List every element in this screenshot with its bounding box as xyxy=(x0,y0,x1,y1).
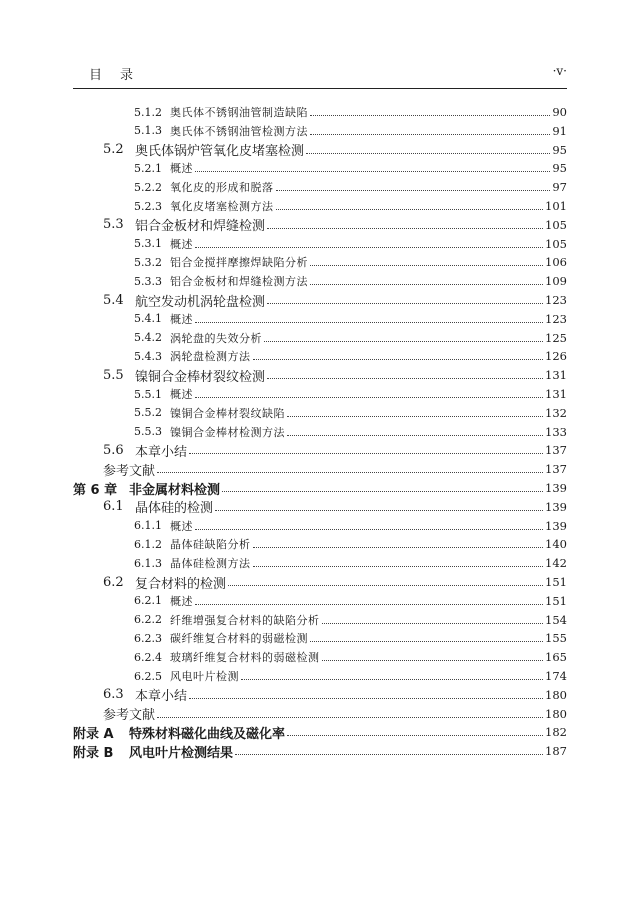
toc-entry-page: 125 xyxy=(545,330,567,345)
toc-entry[interactable] xyxy=(134,122,567,140)
dot-leader xyxy=(195,396,543,398)
toc-entry-page: 139 xyxy=(545,518,567,533)
toc-entry-title: 航空发动机涡轮盘检测 xyxy=(135,294,266,310)
toc-entry-number: 6.2.2 xyxy=(134,613,162,627)
toc-entry[interactable] xyxy=(103,460,567,478)
dot-leader xyxy=(264,340,543,342)
toc-entry-number: 6.2.1 xyxy=(134,594,162,608)
dot-leader xyxy=(253,565,544,567)
toc-entry[interactable] xyxy=(134,329,567,347)
toc-entry-page: 151 xyxy=(545,575,567,589)
toc-entry[interactable] xyxy=(134,310,567,328)
toc-entry-title: 铝合金板材和焊缝检测 xyxy=(135,219,266,235)
toc-entry-page: 174 xyxy=(545,669,567,683)
toc-entry-title: 复合材料的检测 xyxy=(135,576,227,592)
toc-entry-page: 137 xyxy=(545,462,567,477)
toc-entry-number: 5.4.3 xyxy=(134,349,162,363)
toc-entry-page: 97 xyxy=(552,180,567,195)
toc-entry[interactable] xyxy=(134,648,567,666)
dot-leader xyxy=(253,358,544,360)
toc-entry-title: 概述 xyxy=(170,388,193,401)
toc-entry[interactable] xyxy=(134,103,567,121)
toc-entry-number: 5.2.2 xyxy=(134,180,162,194)
toc-entry[interactable] xyxy=(134,629,567,647)
toc-entry-page: 131 xyxy=(545,387,567,401)
toc-entry-number: 6.3 xyxy=(103,687,124,703)
toc-entry-title: 镍铜合金棒材裂纹检测 xyxy=(135,369,266,385)
toc-entry-page: 180 xyxy=(545,706,567,721)
toc-entry-title: 镍铜合金棒材检测方法 xyxy=(170,425,285,439)
dot-leader xyxy=(322,622,544,624)
toc-entry-page: 155 xyxy=(545,631,567,646)
toc-entry-title: 晶体硅缺陷分析 xyxy=(170,538,251,552)
dot-leader xyxy=(287,415,543,417)
toc-entry-title: 氧化皮的形成和脱落 xyxy=(170,181,274,195)
toc-entry[interactable] xyxy=(134,235,567,253)
toc-entry-page: 151 xyxy=(545,593,567,608)
toc-entry-page: 133 xyxy=(545,424,567,439)
toc-entry-number: 5.2 xyxy=(103,142,124,158)
toc-entry-number: 5.4 xyxy=(103,292,124,308)
toc-entry-page: 139 xyxy=(545,499,567,514)
toc-entry-page: 123 xyxy=(545,311,567,326)
toc-entry-number: 6.1 xyxy=(103,499,124,515)
toc-entry-page: 182 xyxy=(545,725,567,740)
toc-entry[interactable] xyxy=(103,441,567,459)
toc-entry-number: 第 6 章 xyxy=(73,482,118,498)
toc-entry-title: 概述 xyxy=(170,162,193,176)
toc-entry-number: 6.2.4 xyxy=(134,650,162,664)
toc-entry[interactable] xyxy=(73,723,567,741)
toc-entry-page: 91 xyxy=(552,123,567,138)
toc-entry[interactable] xyxy=(103,573,567,591)
toc-entry[interactable] xyxy=(134,592,567,610)
toc-entry-number: 附录 A xyxy=(73,726,114,742)
toc-entry[interactable] xyxy=(134,535,567,553)
toc-entry-number: 5.5.3 xyxy=(134,425,162,439)
toc-entry[interactable] xyxy=(134,197,567,215)
toc-entry-page: 95 xyxy=(552,161,567,176)
toc-entry-title: 奥氏体不锈钢油管制造缺陷 xyxy=(170,106,308,119)
toc-entry-number: 5.5.2 xyxy=(134,406,162,420)
toc-entry-number: 5.3.3 xyxy=(134,274,162,288)
toc-entry-number: 5.5.1 xyxy=(134,387,162,401)
toc-entry-title: 参考文献 xyxy=(103,708,156,724)
toc-entry-page: 106 xyxy=(545,255,567,270)
dot-leader xyxy=(228,584,543,586)
toc-entry-page: 95 xyxy=(552,142,567,157)
dot-leader xyxy=(322,659,544,661)
toc-entry-title: 玻璃纤维复合材料的弱磁检测 xyxy=(170,651,320,665)
dot-leader xyxy=(310,114,550,116)
toc-entry-number: 6.1.2 xyxy=(134,537,162,551)
dot-leader xyxy=(267,302,543,304)
toc-entry-title: 风电叶片检测 xyxy=(170,670,239,683)
toc-entry[interactable] xyxy=(134,517,567,535)
toc-entry-title: 铝合金搅拌摩擦焊缺陷分析 xyxy=(170,256,308,270)
dot-leader xyxy=(310,640,543,642)
toc-entry-number: 5.1.3 xyxy=(134,124,162,138)
toc-entry-number: 5.3.2 xyxy=(134,255,162,269)
toc-entry-title: 纤维增强复合材料的缺陷分析 xyxy=(170,613,320,627)
toc-entry-page: 105 xyxy=(545,217,567,232)
header-rule xyxy=(73,88,567,89)
toc-entry-page: 140 xyxy=(545,537,567,552)
toc-entry-title: 奥氏体锅炉管氧化皮堵塞检测 xyxy=(135,144,305,160)
dot-leader xyxy=(310,283,543,285)
dot-leader xyxy=(195,603,543,605)
dot-leader xyxy=(253,546,544,548)
toc-entry-page: 131 xyxy=(545,368,567,383)
toc-entry-page: 109 xyxy=(545,274,567,289)
dot-leader xyxy=(306,152,550,154)
dot-leader xyxy=(267,227,543,229)
toc-entry-page: 165 xyxy=(545,650,567,665)
toc-entry[interactable] xyxy=(134,385,567,403)
toc-entry-number: 6.2 xyxy=(103,574,124,590)
toc-entry-title: 概述 xyxy=(170,519,193,533)
toc-entry-page: 123 xyxy=(545,293,567,307)
page-folio: ·v· xyxy=(552,64,567,78)
toc-entry-number: 5.3.1 xyxy=(134,237,162,251)
dot-leader xyxy=(235,753,543,755)
toc-entry-title: 晶体硅的检测 xyxy=(135,501,214,517)
toc-entry-title: 概述 xyxy=(170,594,193,608)
toc-entry-number: 6.2.5 xyxy=(134,669,162,683)
toc-entry-page: 154 xyxy=(545,612,567,627)
toc-entry-number: 5.1.2 xyxy=(134,105,162,119)
toc-entry-page: 126 xyxy=(545,349,567,364)
toc-entry-title: 晶体硅检测方法 xyxy=(170,557,251,571)
dot-leader xyxy=(195,321,543,323)
toc-entry-title: 非金属材料检测 xyxy=(129,482,221,498)
toc-entry[interactable] xyxy=(103,498,567,516)
dot-leader xyxy=(310,264,543,266)
dot-leader xyxy=(195,170,550,172)
toc-entry-title: 镍铜合金棒材裂纹缺陷 xyxy=(170,406,285,420)
toc-entry[interactable] xyxy=(103,216,567,234)
toc-entry-title: 奥氏体不锈钢油管检测方法 xyxy=(170,124,308,138)
toc-entry-title: 风电叶片检测结果 xyxy=(129,745,234,761)
toc-entry-number: 6.1.3 xyxy=(134,556,162,570)
toc-entry[interactable] xyxy=(134,667,567,685)
toc-entry[interactable] xyxy=(103,141,567,159)
toc-entry[interactable] xyxy=(134,423,567,441)
toc-entry-number: 5.6 xyxy=(103,442,124,458)
dot-leader xyxy=(195,528,543,530)
dot-leader xyxy=(189,452,543,454)
toc-entry-number: 5.4.1 xyxy=(134,312,162,326)
toc-entry-page: 139 xyxy=(545,481,567,495)
toc-entry[interactable] xyxy=(73,479,567,497)
toc-entry-title: 本章小结 xyxy=(135,444,188,460)
dot-leader xyxy=(157,471,543,473)
toc-entry-page: 132 xyxy=(545,405,567,420)
toc-entry[interactable] xyxy=(134,404,567,422)
dot-leader xyxy=(287,434,543,436)
dot-leader xyxy=(241,678,543,680)
dot-leader xyxy=(287,734,543,736)
dot-leader xyxy=(215,509,543,511)
toc-entry-page: 180 xyxy=(545,687,567,702)
toc-entry-page: 137 xyxy=(545,443,567,458)
toc-entry-page: 101 xyxy=(545,199,567,213)
dot-leader xyxy=(276,208,544,210)
toc-entry-title: 涡轮盘检测方法 xyxy=(170,350,251,364)
toc-entry[interactable] xyxy=(103,686,567,704)
toc-entry-title: 氧化皮堵塞检测方法 xyxy=(170,200,274,213)
dot-leader xyxy=(222,490,543,492)
toc-entry-number: 附录 B xyxy=(73,745,114,761)
toc-entry-number: 5.2.1 xyxy=(134,161,162,175)
toc-entry-title: 碳纤维复合材料的弱磁检测 xyxy=(170,632,308,646)
toc-entry-title: 本章小结 xyxy=(135,689,188,705)
toc-entry-title: 铝合金板材和焊缝检测方法 xyxy=(170,275,308,289)
toc-entry[interactable] xyxy=(134,347,567,365)
toc-entry-page: 105 xyxy=(545,236,567,251)
toc-entry[interactable] xyxy=(134,159,567,177)
toc-entry-page: 142 xyxy=(545,556,567,571)
dot-leader xyxy=(195,246,543,248)
toc-entry[interactable] xyxy=(73,742,567,760)
page-header xyxy=(73,64,567,84)
toc-entry-title: 涡轮盘的失效分析 xyxy=(170,331,262,345)
dot-leader xyxy=(189,697,543,699)
toc-entry[interactable] xyxy=(134,178,567,196)
toc-entry-number: 5.5 xyxy=(103,367,124,383)
toc-entry[interactable] xyxy=(134,253,567,271)
toc-entry[interactable] xyxy=(103,291,567,309)
toc-entry[interactable] xyxy=(134,272,567,290)
dot-leader xyxy=(267,377,543,379)
toc-entry-page: 90 xyxy=(552,105,567,119)
dot-leader xyxy=(310,133,550,135)
toc-entry[interactable] xyxy=(134,554,567,572)
dot-leader xyxy=(276,189,551,191)
toc-entry-title: 特殊材料磁化曲线及磁化率 xyxy=(129,726,286,742)
toc-entry-title: 参考文献 xyxy=(103,463,156,479)
toc-entry-number: 5.4.2 xyxy=(134,331,162,345)
toc-entry-number: 5.2.3 xyxy=(134,199,162,213)
toc-entry-number: 6.2.3 xyxy=(134,631,162,645)
dot-leader xyxy=(157,716,543,718)
toc-entry[interactable] xyxy=(103,705,567,723)
running-head-title: 目录 xyxy=(89,68,152,83)
toc-entry[interactable] xyxy=(134,611,567,629)
toc-entry-title: 概述 xyxy=(170,312,193,326)
toc-entry-page: 187 xyxy=(545,744,567,759)
toc-entry-title: 概述 xyxy=(170,237,193,251)
toc-entry[interactable] xyxy=(103,366,567,384)
toc-entry-number: 5.3 xyxy=(103,217,124,233)
toc-entry-number: 6.1.1 xyxy=(134,519,162,533)
